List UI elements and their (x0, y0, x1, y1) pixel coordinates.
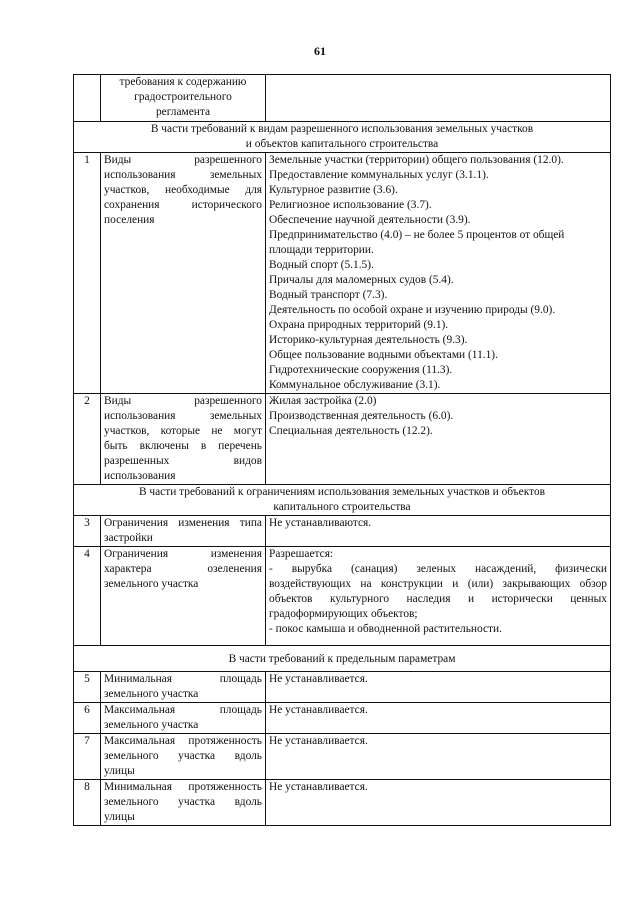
section-header-row (74, 646, 611, 672)
row-number: 8 (74, 780, 101, 826)
requirement-value-cell (266, 547, 611, 646)
value-line: Гидротехнические сооружения (11.3). (269, 364, 453, 376)
section-header-row (74, 485, 611, 516)
table-row (74, 734, 611, 780)
value-line: Причалы для маломерных судов (5.4). (269, 274, 454, 286)
requirement-name: Ограничения изменения типа застройки (101, 516, 266, 547)
section-title-line: В части требований к предельным параметрам (228, 653, 456, 665)
row-number: 5 (74, 672, 101, 703)
table-row (74, 547, 611, 646)
table-row-continuation (74, 75, 611, 122)
value-line: Обеспечение научной деятельности (3.9). (269, 214, 471, 226)
table-row (74, 672, 611, 703)
requirement-value-cell (266, 153, 611, 394)
section-title-line: В части требований к ограничениям использования земельных участков и объектов (138, 486, 546, 498)
value-line: Не устанавливаются. (269, 517, 372, 529)
value-line: Разрешается: (269, 548, 334, 560)
name-line: регламента (155, 106, 211, 118)
value-line: Не устанавливается. (269, 704, 368, 716)
row-number-cell (74, 75, 101, 122)
value-line: Жилая застройка (2.0) (269, 395, 377, 407)
section-title-line: капитального строительства (273, 501, 411, 513)
section-title (74, 122, 611, 153)
value-line: Историко-культурная деятельность (9.3). (269, 334, 468, 346)
requirement-value-cell (266, 734, 611, 780)
value-line: Не устанавливается. (269, 673, 368, 685)
row-number: 7 (74, 734, 101, 780)
table-row (74, 516, 611, 547)
requirement-value-cell (266, 703, 611, 734)
requirement-name-cell (101, 75, 266, 122)
row-number: 1 (74, 153, 101, 394)
row-number: 2 (74, 394, 101, 485)
name-line: требования к содержанию (119, 76, 247, 88)
requirement-name: Виды разрешенного использования земельных участков, необходимые для сохранения исторического поселения (101, 153, 266, 394)
requirement-value-cell (266, 75, 611, 122)
requirement-name: Минимальная площадь земельного участка (101, 672, 266, 703)
value-line: Общее пользование водными объектами (11.1). (269, 349, 498, 361)
value-line: Культурное развитие (3.6). (269, 184, 398, 196)
row-number: 4 (74, 547, 101, 646)
value-line: Предоставление коммунальных услуг (3.1.1). (269, 169, 489, 181)
table-row (74, 703, 611, 734)
value-line: Не устанавливается. (269, 781, 368, 793)
name-line: градостроительного (134, 91, 232, 103)
value-line: Производственная деятельность (6.0). (269, 410, 454, 422)
requirement-value-cell (266, 516, 611, 547)
requirement-value-cell (266, 672, 611, 703)
requirement-value-cell (266, 780, 611, 826)
section-title (74, 646, 611, 672)
section-title-line: и объектов капитального строительства (245, 138, 439, 150)
table-row (74, 780, 611, 826)
requirement-name: Минимальная протяженность земельного участка вдоль улицы (101, 780, 266, 826)
requirement-value-cell (266, 394, 611, 485)
section-header-row (74, 122, 611, 153)
table-row (74, 394, 611, 485)
value-line: Деятельность по особой охране и изучению природы (9.0). (269, 304, 556, 316)
requirement-name: Максимальная площадь земельного участка (101, 703, 266, 734)
table-row (74, 153, 611, 394)
value-line: Специальная деятельность (12.2). (269, 425, 433, 437)
section-title-line: В части требований к видам разрешенного использования земельных участков (150, 123, 534, 135)
value-line: Предпринимательство (4.0) – не более 5 процентов от общей площади территории. (269, 229, 565, 256)
requirement-name: Максимальная протяженность земельного участка вдоль улицы (101, 734, 266, 780)
value-line: - вырубка (санация) зеленых насаждений, физически воздействующих на конструкции и (или) закрывающих обзор объектов культурного наследия и исторически ценных градоформирующих объектов; (269, 563, 607, 620)
page-number: 61 (314, 44, 326, 58)
value-line: - покос камыша и обводненной растительности. (269, 623, 502, 635)
regulation-table (73, 74, 611, 826)
value-line: Коммунальное обслуживание (3.1). (269, 379, 441, 391)
value-line: Охрана природных территорий (9.1). (269, 319, 449, 331)
value-line: Не устанавливается. (269, 735, 368, 747)
row-number: 6 (74, 703, 101, 734)
value-line: Земельные участки (территории) общего пользования (12.0). (269, 154, 564, 166)
value-line: Религиозное использование (3.7). (269, 199, 432, 211)
section-title (74, 485, 611, 516)
requirement-name: Ограничения изменения характера озеленения земельного участка (101, 547, 266, 646)
requirement-name: Виды разрешенного использования земельных участков, которые не могут быть включены в перечень разрешенных видов использования (101, 394, 266, 485)
value-line: Водный спорт (5.1.5). (269, 259, 374, 271)
value-line: Водный транспорт (7.3). (269, 289, 388, 301)
row-number: 3 (74, 516, 101, 547)
